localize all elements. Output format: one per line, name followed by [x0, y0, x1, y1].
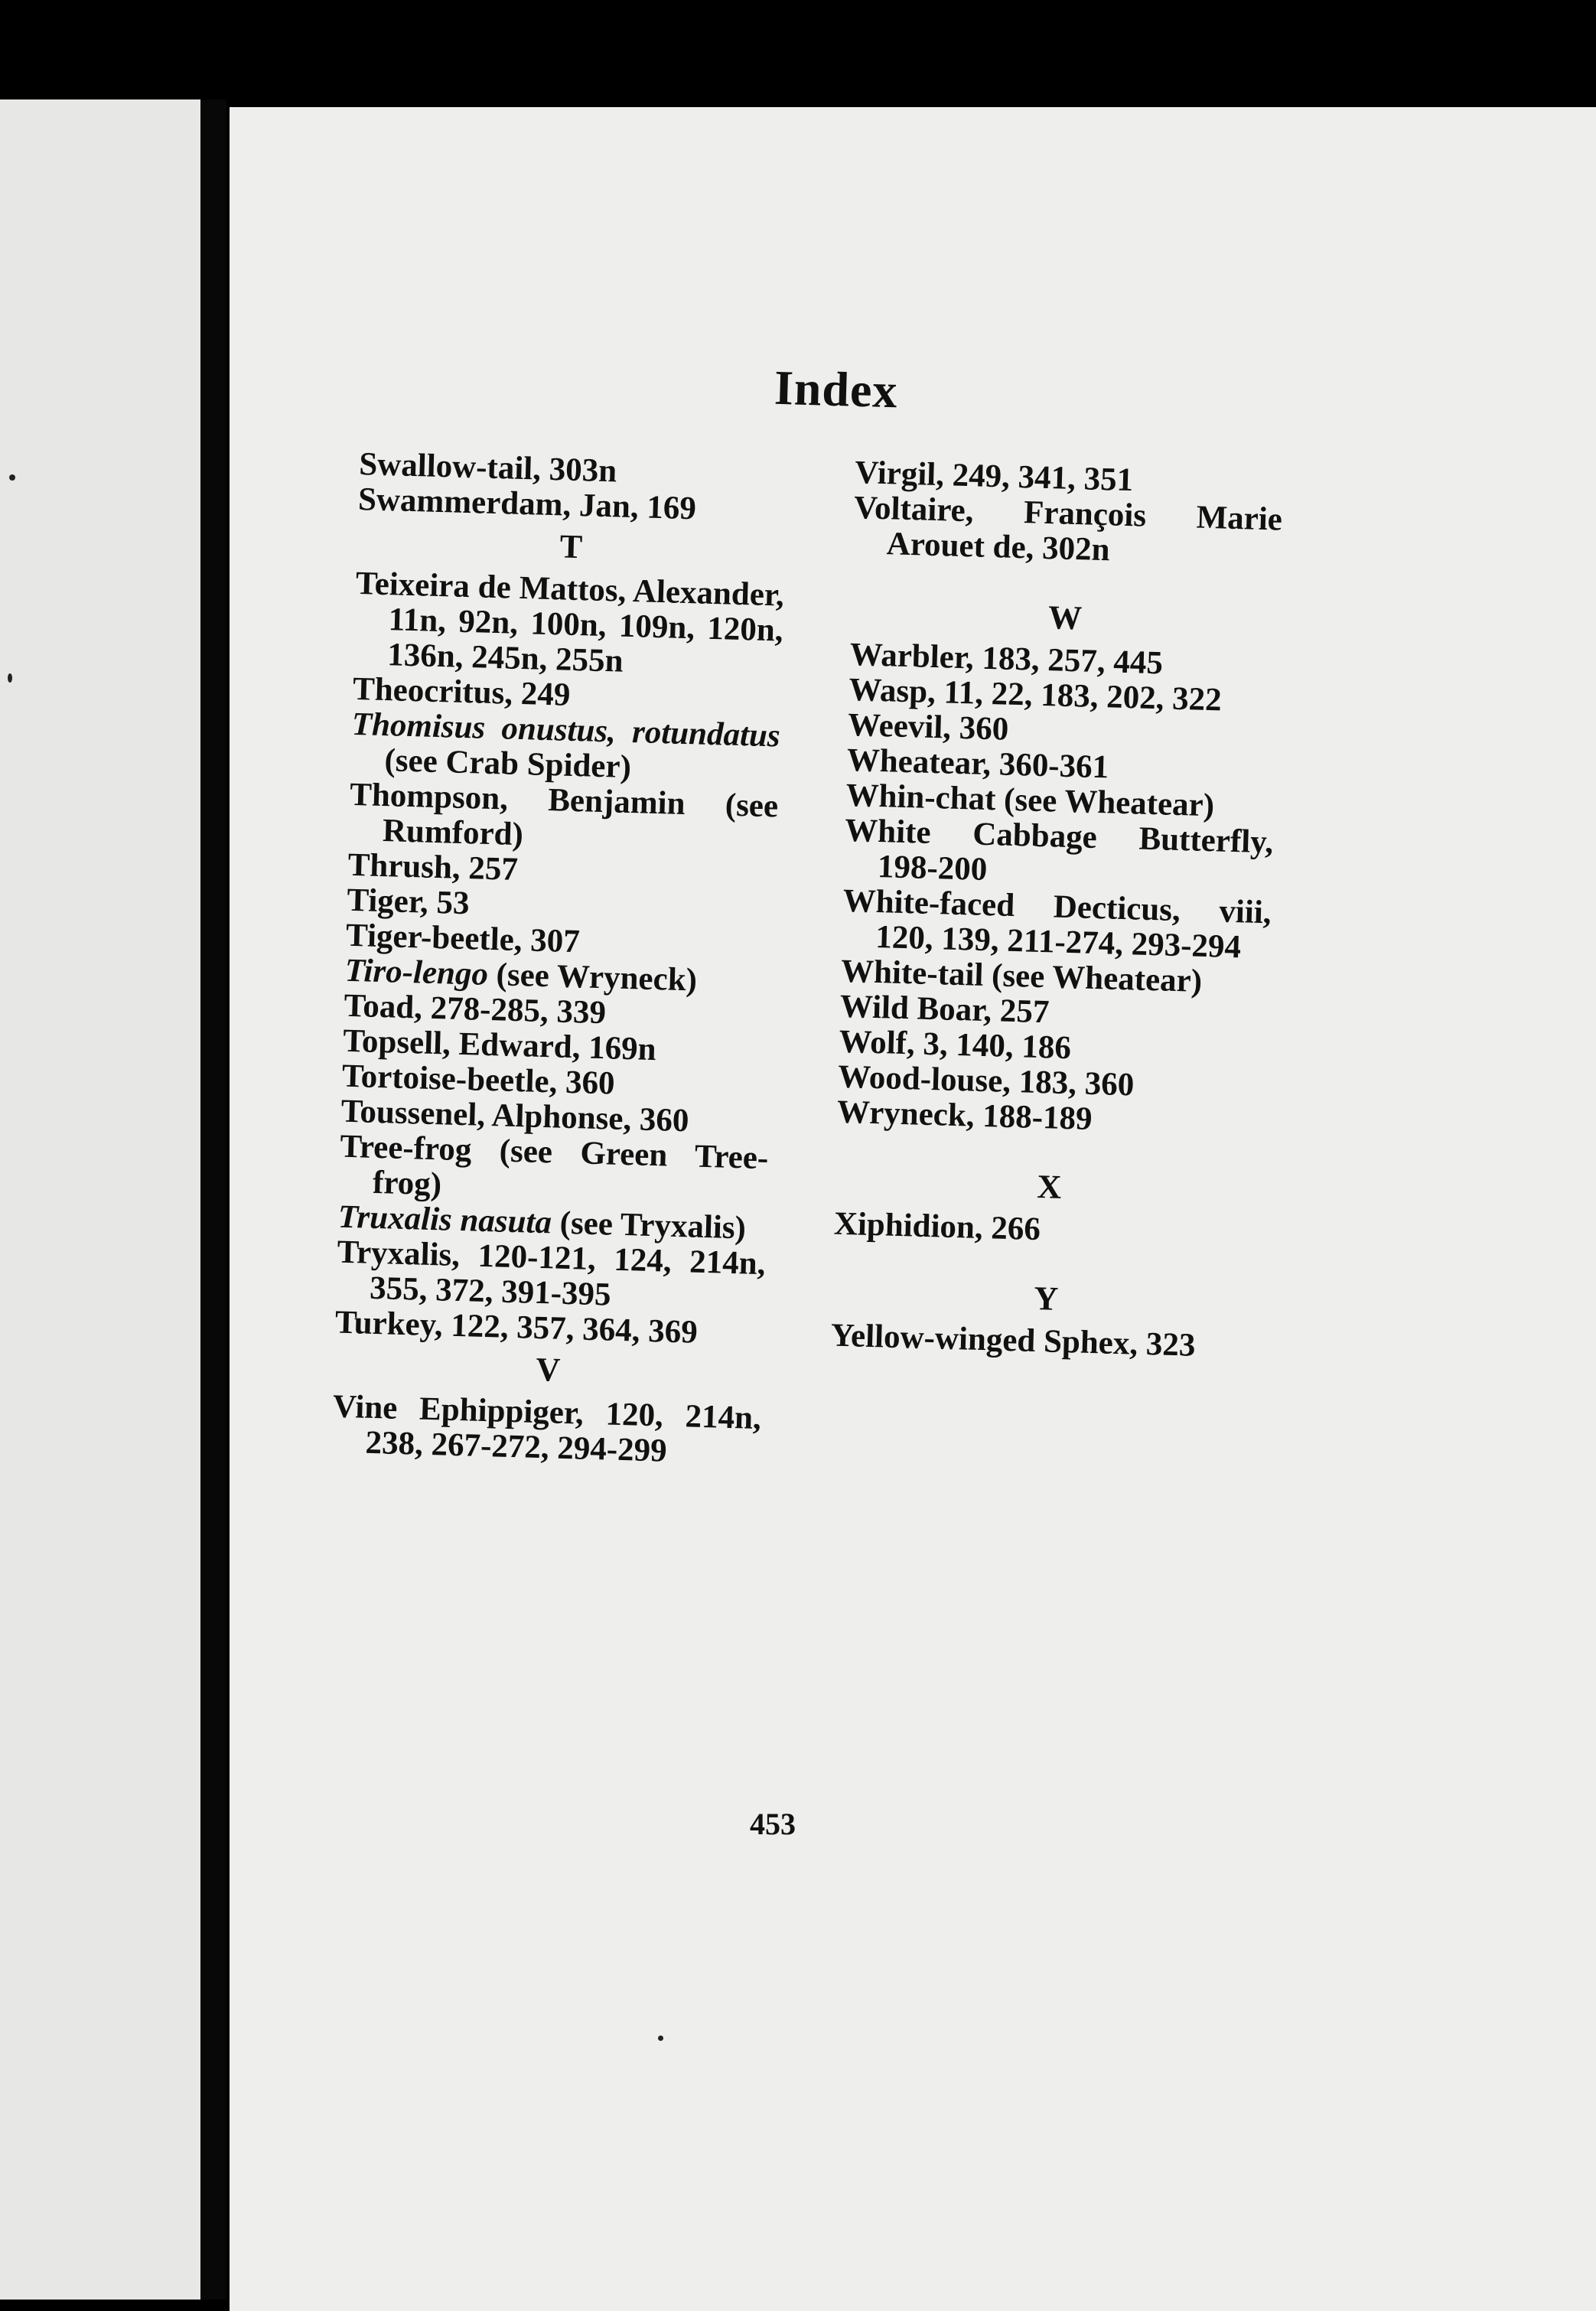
index-entry: Toad, 278-285, 339	[343, 987, 607, 1032]
book-gutter	[200, 99, 226, 2300]
index-entry-text: (see Tryxalis)	[551, 1204, 747, 1247]
facing-page-edge	[0, 99, 200, 2300]
index-entry: Topsell, Edward, 169n	[342, 1022, 657, 1068]
index-column-right	[830, 455, 1284, 1365]
index-entry: Thrush, 257	[347, 846, 519, 888]
index-entry: Tortoise-beetle, 360	[341, 1058, 616, 1102]
index-entry-text: (see Wryneck)	[487, 956, 698, 999]
index-entry: Tiger, 53	[346, 882, 471, 922]
speck-mark	[658, 2036, 663, 2041]
index-entry: Wasp, 11, 22, 183, 202, 322	[848, 671, 1223, 719]
index-entry: Tree-frog (see Green Tree-frog)	[339, 1128, 769, 1203]
speck-mark	[9, 474, 15, 481]
section-letter: W	[1047, 598, 1083, 637]
index-entry: Toussenel, Alphonse, 360	[340, 1093, 690, 1139]
index-entry: Teixeira de Mattos, Alexander, 11n, 92n, 100n, 109n, 120n, 136n, 245n, 255n	[355, 565, 785, 680]
index-entry: Wolf, 3, 140, 186	[838, 1023, 1072, 1067]
index-entry: Wild Boar, 257	[839, 988, 1050, 1031]
section-letter: X	[1036, 1168, 1062, 1206]
index-entry: Whin-chat (see Wheatear)	[845, 777, 1215, 824]
index-entry: Thompson, Benjamin (see Rumford)	[349, 776, 779, 853]
section-letter: V	[535, 1350, 561, 1389]
index-entry: Swallow-tail, 303n	[358, 446, 617, 490]
index-entry: White-faced Decticus, viii, 120, 139, 211-274, 293-294	[842, 882, 1272, 966]
index-entry: Turkey, 122, 357, 364, 369	[334, 1304, 699, 1351]
index-entry: Theocritus, 249	[352, 670, 571, 713]
index-entry: Yellow-winged Sphex, 323	[830, 1317, 1196, 1364]
index-entry: White Cabbage Butterfly, 198-200	[844, 812, 1274, 888]
page-title: Index	[774, 360, 899, 419]
index-entry-italic-term: Thomisus onustus, rotundatus	[351, 706, 781, 755]
section-letter: Y	[1033, 1279, 1059, 1318]
index-entry-italic-term: Tiro-lengo	[344, 952, 489, 993]
index-column-left	[331, 447, 788, 1472]
index-entry: Wryneck, 188-189	[836, 1094, 1093, 1137]
index-entry-text: (see Crab Spider)	[383, 742, 632, 786]
index-entry: Virgil, 249, 341, 351	[854, 455, 1134, 499]
index-entry: Voltaire, François Marie Arouet de, 302n	[853, 489, 1283, 569]
index-entry: Weevil, 360	[847, 706, 1009, 748]
index-entry: Xiphidion, 266	[833, 1205, 1041, 1248]
index-entry: Swammerdam, Jan, 169	[357, 481, 697, 527]
section-letter: T	[559, 527, 583, 566]
index-entry: Warbler, 183, 257, 445	[849, 636, 1164, 682]
index-entry: Tryxalis, 120-121, 124, 214n, 355, 372, 391-395	[336, 1234, 767, 1313]
speck-mark	[8, 673, 12, 683]
index-entry-italic-term: Truxalis nasuta	[337, 1198, 552, 1241]
index-entry: Tiger-beetle, 307	[345, 917, 581, 960]
index-entry: Wood-louse, 183, 360	[837, 1058, 1135, 1103]
index-entry	[350, 707, 780, 790]
index-entry: Vine Ephippiger, 120, 214n, 238, 267-272, 294-299	[332, 1388, 762, 1469]
index-entry: White-tail (see Wheatear)	[840, 953, 1203, 999]
index-entry: Wheatear, 360-361	[846, 742, 1109, 786]
page-number: 453	[750, 1807, 796, 1841]
